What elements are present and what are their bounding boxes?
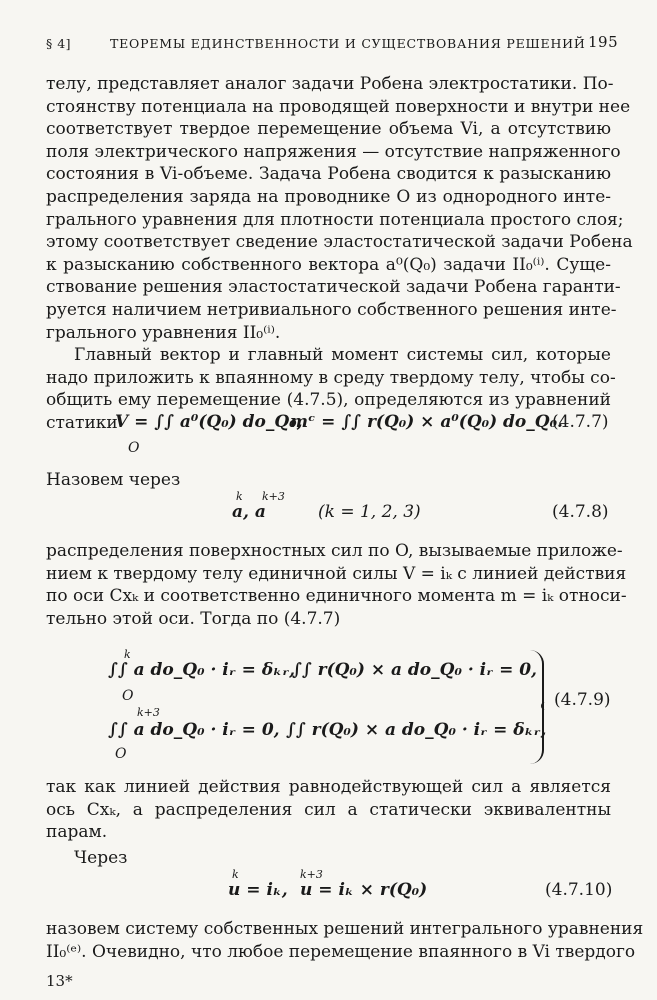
equation-4-7-7-right: mᶜ = ∫∫ r(Q₀) × a⁰(Q₀) do_Q₀. <box>290 412 563 432</box>
running-title: ТЕОРЕМЫ ЕДИНСТВЕННОСТИ И СУЩЕСТВОВАНИЯ РЕШЕНИЙ <box>110 36 586 51</box>
superscript-k: k <box>236 490 243 503</box>
superscript-k3: k+3 <box>137 706 160 719</box>
text-line: Главный вектор и главный момент системы сил, которые <box>74 345 611 365</box>
text-line: назовем систему собственных решений интегрального уравнения <box>46 919 644 939</box>
equation-number: (4.7.10) <box>545 880 613 900</box>
text-line: стоянству потенциала на проводящей поверхности и внутри нее <box>46 96 631 117</box>
paragraph-4 <box>46 776 611 844</box>
superscript-k3: k+3 <box>300 868 323 881</box>
right-brace <box>528 650 544 764</box>
superscript-k: k <box>232 868 239 881</box>
integration-domain: O <box>128 440 140 456</box>
equation-number: (4.7.7) <box>552 412 609 432</box>
equation-4-7-9-row2-left: ∫∫ a do_Q₀ · iᵣ = 0, <box>108 720 280 740</box>
text-line: парам. <box>46 822 108 843</box>
text-line: поля электрического напряжения — отсутствие напряженного <box>46 141 621 162</box>
page-number: 195 <box>588 33 619 51</box>
text-line: ось Cxₖ, а распределения сил a статически эквивалентны <box>46 799 611 820</box>
text-line: руется наличием нетривиального собственного решения инте- <box>46 299 617 320</box>
equation-4-7-7-left: V = ∫∫ a⁰(Q₀) do_Q₀, <box>115 412 303 432</box>
equation-4-7-9-row1-left: ∫∫ a do_Q₀ · iᵣ = δₖᵣ, <box>108 660 296 680</box>
signature-mark: 13* <box>46 972 73 990</box>
text-line: по оси Cxₖ и соответственно единичного момента m = iₖ относи- <box>46 586 627 607</box>
through-label: Через <box>74 848 128 868</box>
equation-4-7-10-right: u = iₖ × r(Q₀) <box>300 880 428 900</box>
text-line: грального уравнения II₀⁽ⁱ⁾. <box>46 322 281 343</box>
text-line: так как линией действия равнодействующей сил a является <box>46 777 611 797</box>
equation-number: (4.7.9) <box>554 690 611 710</box>
text-line: этому соответствует сведение эластостатической задачи Робена <box>46 232 633 253</box>
index-range: (k = 1, 2, 3) <box>318 502 421 522</box>
text-line: тельно этой оси. Тогда по (4.7.7) <box>46 608 341 629</box>
paragraph-5 <box>46 918 644 963</box>
text-line: телу, представляет аналог задачи Робена электростатики. По- <box>46 74 614 94</box>
text-line: статики <box>46 412 118 433</box>
equation-4-7-10-left: u = iₖ, <box>228 880 288 900</box>
integration-domain: O <box>122 688 134 704</box>
text-line: соответствует твердое перемещение объема Vi, а отсутствию <box>46 119 611 140</box>
text-line: II₀⁽ᵉ⁾. Очевидно, что любое перемещение впаянного в Vi твердого <box>46 941 636 962</box>
section-marker: § 4] <box>46 36 72 51</box>
text-line: распределения поверхностных сил по O, вызываемые приложе- <box>46 541 623 561</box>
text-line: грального уравнения для плотности потенциала простого слоя; <box>46 209 624 230</box>
equation-number: (4.7.8) <box>552 502 609 522</box>
text-line: общить ему перемещение (4.7.5), определяются из уравнений <box>46 390 611 411</box>
integration-domain: O <box>115 746 127 762</box>
equation-4-7-8: a, a <box>232 502 266 522</box>
text-line: ствование решения эластостатической задачи Робена гаранти- <box>46 277 621 298</box>
superscript-k3: k+3 <box>262 490 285 503</box>
equation-4-7-9-row2-right: ∫∫ r(Q₀) × a do_Q₀ · iᵣ = δₖᵣ, <box>286 720 547 740</box>
paragraph-3 <box>46 540 627 630</box>
text-line: к разысканию собственного вектора a⁰(Q₀) задачи II₀⁽ⁱ⁾. Суще- <box>46 254 611 275</box>
superscript-k: k <box>124 648 131 661</box>
text-line: нием к твердому телу единичной силы V = iₖ с линией действия <box>46 563 627 584</box>
text-line: надо приложить к впаянному в среду твердому телу, чтобы со- <box>46 367 616 388</box>
named-intro: Назовем через <box>46 470 181 490</box>
equation-4-7-9-row1-right: ∫∫ r(Q₀) × a do_Q₀ · iᵣ = 0, <box>292 660 537 680</box>
text-line: распределения заряда на проводнике O из однородного инте- <box>46 186 611 207</box>
paragraph-1 <box>46 73 633 344</box>
text-line: состояния в Vi-объеме. Задача Робена сводится к разысканию <box>46 164 611 185</box>
